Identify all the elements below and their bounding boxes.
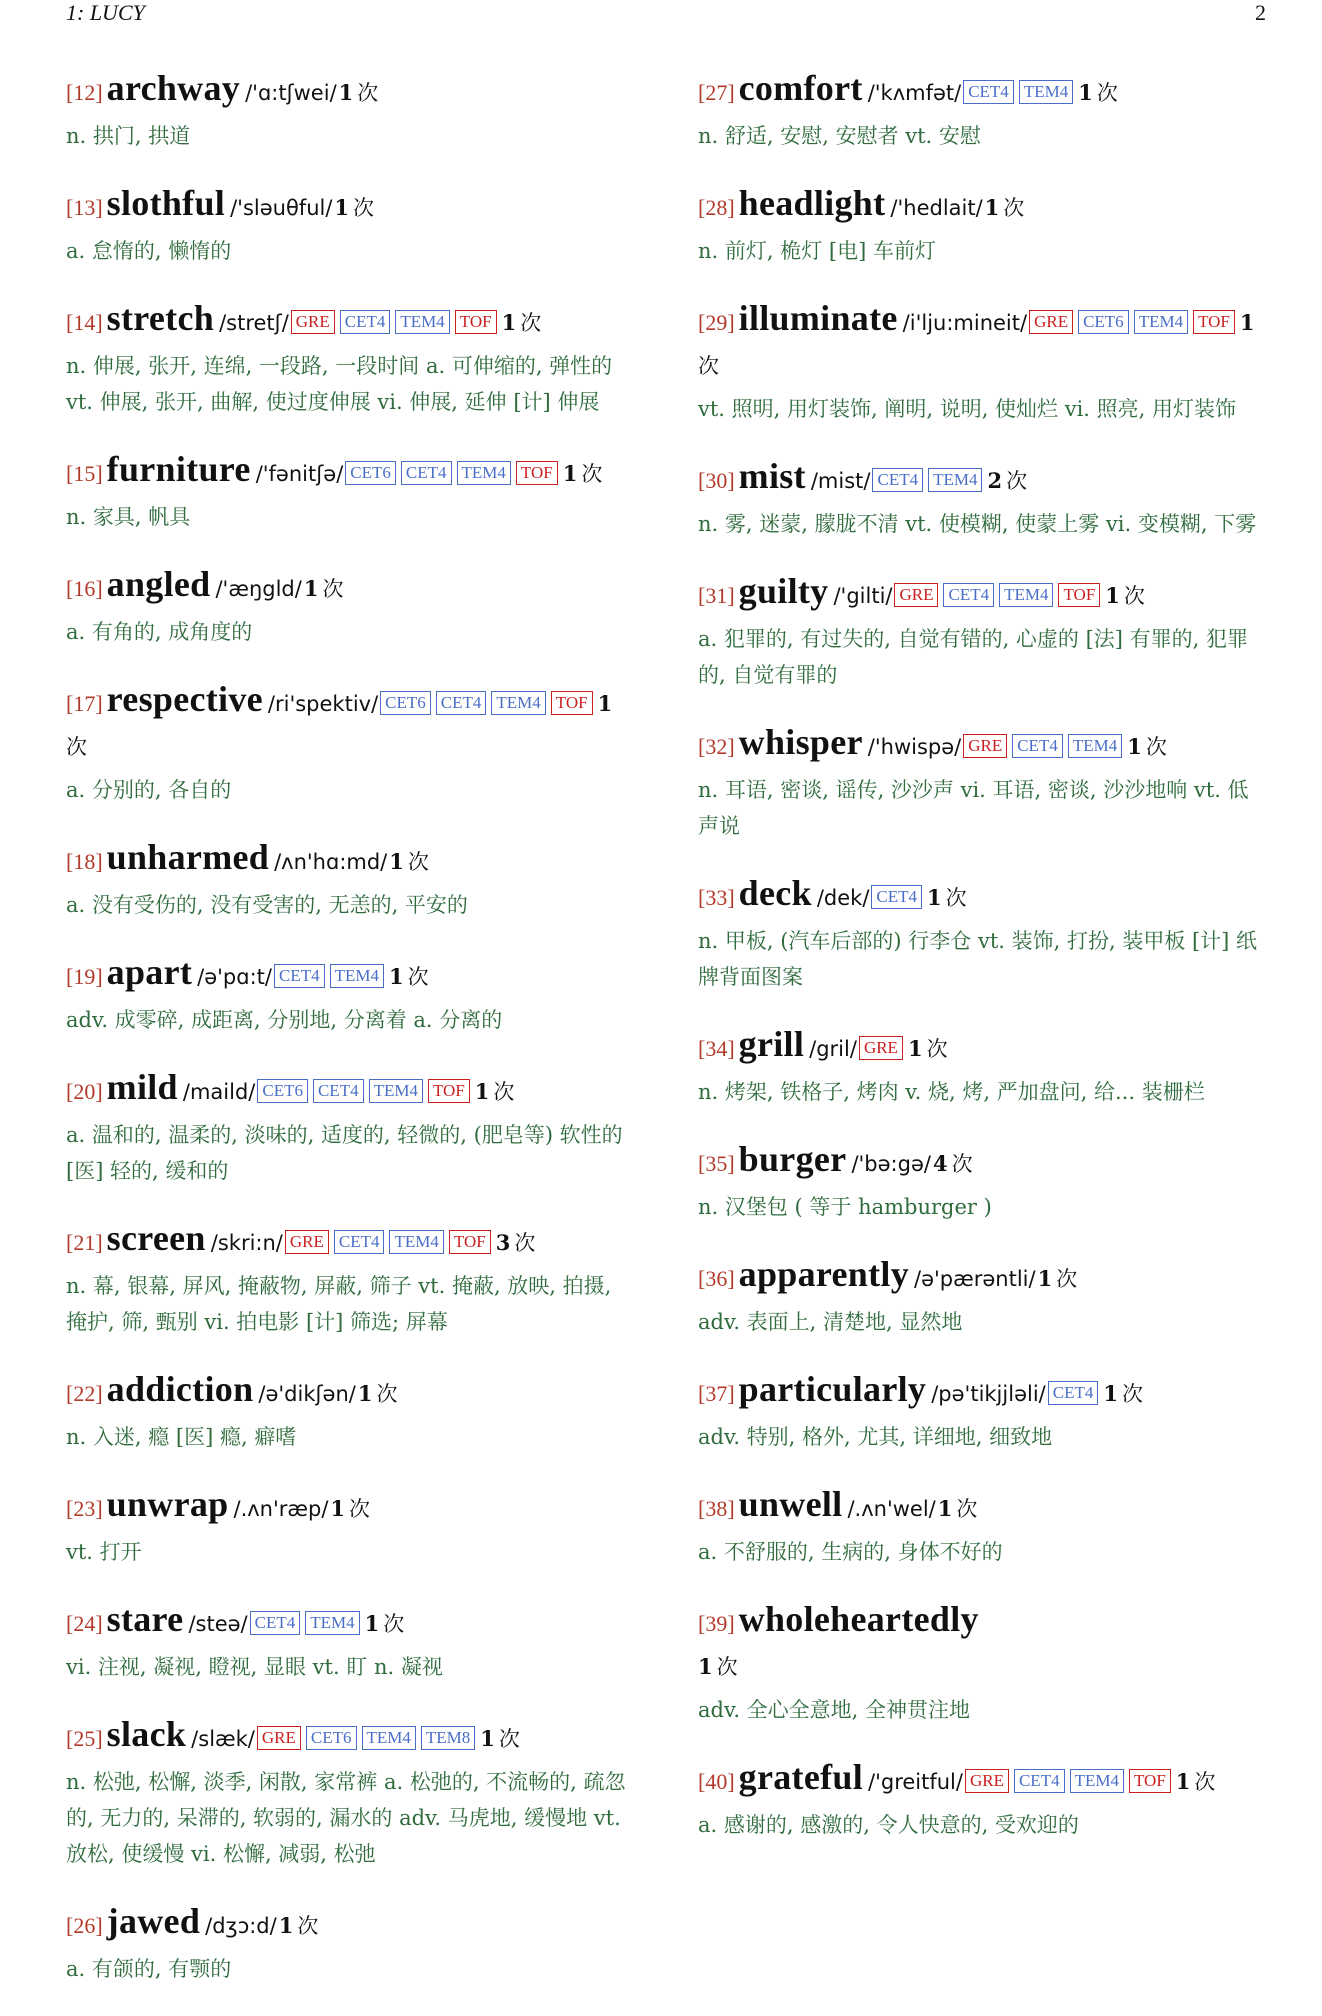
vocab-entry — [66, 449, 636, 535]
headword: apparently — [738, 1254, 910, 1294]
exam-tag: TOF — [455, 310, 497, 334]
entry-number: [27] — [698, 80, 735, 105]
phonetic: /'æŋgld/ — [215, 577, 302, 601]
vocab-entry — [66, 679, 636, 808]
entry-number: [13] — [66, 195, 103, 220]
entry-number: [26] — [66, 1913, 103, 1938]
headword: angled — [106, 564, 211, 604]
vocab-entry — [66, 1599, 636, 1685]
headword: addiction — [106, 1369, 254, 1409]
occurrence-unit: 次 — [945, 886, 967, 910]
occurrence-count: 1 — [1103, 1381, 1118, 1406]
exam-tag: GRE — [285, 1230, 329, 1254]
phonetic: /'kʌmfət/ — [867, 81, 962, 105]
entry-number: [19] — [66, 964, 103, 989]
phonetic: /mist/ — [810, 469, 871, 493]
occurrence-count: 1 — [597, 691, 613, 716]
headword: grill — [738, 1024, 805, 1064]
entry-number: [28] — [698, 195, 735, 220]
occurrence-count: 1 — [389, 849, 404, 874]
occurrence-count: 1 — [480, 1726, 495, 1751]
occurrence-count: 1 — [1239, 310, 1255, 335]
entry-number: [37] — [698, 1381, 735, 1406]
running-title: 1: LUCY — [66, 0, 145, 25]
exam-tag: TEM4 — [999, 583, 1053, 607]
exam-tag: GRE — [1029, 310, 1073, 334]
headword: grateful — [738, 1757, 864, 1797]
headword: stretch — [106, 298, 215, 338]
entry-headline — [698, 1757, 1268, 1805]
occurrence-count: 1 — [334, 195, 350, 220]
exam-tag: TEM4 — [395, 310, 449, 334]
occurrence-unit: 次 — [1096, 81, 1118, 105]
exam-tag: TOF — [1193, 310, 1235, 334]
entry-number: [38] — [698, 1496, 735, 1521]
entry-headline — [66, 1369, 636, 1417]
exam-tag: CET4 — [313, 1079, 364, 1103]
definition: n. 甲板, (汽车后部的) 行李仓 vt. 装饰, 打扮, 装甲板 [计] 纸牌背面图案 — [698, 929, 1258, 989]
headword: particularly — [738, 1369, 927, 1409]
vocab-entry — [66, 183, 636, 269]
running-header — [66, 0, 1266, 30]
occurrence-unit: 次 — [1145, 735, 1167, 759]
occurrence-unit: 次 — [926, 1037, 948, 1061]
vocab-entry — [66, 298, 636, 420]
entry-number: [23] — [66, 1496, 103, 1521]
headword: furniture — [106, 449, 251, 489]
headword: mild — [106, 1067, 178, 1107]
occurrence-count: 1 — [1127, 734, 1142, 759]
vocab-entry — [698, 1024, 1268, 1110]
exam-tag: TEM4 — [457, 461, 511, 485]
entry-number: [34] — [698, 1036, 735, 1061]
headword: slothful — [106, 183, 226, 223]
phonetic: /ri'spektiv/ — [267, 692, 379, 716]
phonetic: /ə'dikʃən/ — [258, 1382, 356, 1406]
occurrence-unit: 次 — [357, 81, 379, 105]
definition: n. 舒适, 安慰, 安慰者 vt. 安慰 — [698, 124, 981, 148]
occurrence-count: 1 — [927, 885, 942, 910]
exam-tag: GRE — [257, 1726, 301, 1750]
entry-headline — [698, 1484, 1268, 1532]
definition: adv. 全心全意地, 全神贯注地 — [698, 1698, 971, 1722]
vocab-entry — [66, 1067, 636, 1189]
entry-headline — [66, 1484, 636, 1532]
headword: comfort — [738, 68, 863, 108]
entry-number: [25] — [66, 1726, 103, 1751]
exam-tag: TEM4 — [1019, 80, 1073, 104]
definition: n. 汉堡包 ( 等于 hamburger ) — [698, 1195, 992, 1219]
vocab-entry — [698, 1369, 1268, 1455]
entry-headline — [698, 68, 1268, 116]
entry-number: [35] — [698, 1151, 735, 1176]
phonetic: /'ɑ:tʃwei/ — [245, 81, 337, 105]
exam-tag: CET4 — [871, 885, 922, 909]
definition: n. 耳语, 密谈, 谣传, 沙沙声 vi. 耳语, 密谈, 沙沙地响 vt. 低声说 — [698, 778, 1249, 838]
vocab-entry — [698, 1254, 1268, 1340]
exam-tag: TEM4 — [491, 691, 545, 715]
vocab-entry — [66, 564, 636, 650]
occurrence-count: 1 — [388, 964, 404, 989]
entry-headline — [66, 298, 636, 346]
occurrence-count: 1 — [303, 576, 319, 601]
definition: a. 不舒服的, 生病的, 身体不好的 — [698, 1540, 1003, 1564]
exam-tag: TOF — [449, 1230, 491, 1254]
headword: screen — [106, 1218, 206, 1258]
entry-number: [18] — [66, 849, 103, 874]
definition: a. 犯罪的, 有过失的, 自觉有错的, 心虚的 [法] 有罪的, 犯罪的, 自觉有罪的 — [698, 627, 1249, 687]
vocab-entry — [698, 571, 1268, 693]
occurrence-count: 4 — [932, 1151, 948, 1176]
occurrence-unit: 次 — [1123, 584, 1145, 608]
definition: n. 家具, 帆具 — [66, 505, 191, 529]
vocab-entry — [698, 298, 1268, 427]
headword: headlight — [738, 183, 886, 223]
phonetic: /dʒɔ:d/ — [205, 1914, 277, 1938]
definition: adv. 成零碎, 成距离, 分别地, 分离着 a. 分离的 — [66, 1008, 503, 1032]
entry-number: [30] — [698, 468, 735, 493]
headword: whisper — [738, 722, 863, 762]
occurrence-count: 1 — [1175, 1769, 1191, 1794]
entry-number: [15] — [66, 461, 103, 486]
vocab-entry — [66, 68, 636, 154]
exam-tag: TEM4 — [369, 1079, 423, 1103]
occurrence-unit: 次 — [514, 1231, 536, 1255]
left-column — [66, 68, 636, 2016]
phonetic: /i'lju:mineit/ — [902, 311, 1028, 335]
definition: a. 温和的, 温柔的, 淡味的, 适度的, 轻微的, (肥皂等) 软性的 [医] 轻的, 缓和的 — [66, 1123, 623, 1183]
exam-tag: GRE — [963, 734, 1007, 758]
exam-tag: CET4 — [1014, 1769, 1065, 1793]
occurrence-unit: 次 — [1194, 1770, 1216, 1794]
exam-tag: CET4 — [334, 1230, 385, 1254]
entry-number: [33] — [698, 885, 735, 910]
phonetic: /'sləuθful/ — [230, 196, 333, 220]
definition: a. 有颌的, 有颚的 — [66, 1957, 232, 1981]
definition: adv. 表面上, 清楚地, 显然地 — [698, 1310, 963, 1334]
exam-tag: CET4 — [1048, 1381, 1099, 1405]
entry-number: [24] — [66, 1611, 103, 1636]
headword: unharmed — [106, 837, 270, 877]
occurrence-unit: 次 — [698, 354, 719, 378]
entry-headline — [698, 571, 1268, 619]
vocab-entry — [698, 183, 1268, 269]
occurrence-unit: 次 — [1056, 1267, 1078, 1291]
phonetic: /.ʌn'ræp/ — [233, 1497, 329, 1521]
phonetic: /'fənitʃə/ — [255, 462, 344, 486]
phonetic: /ʌn'hɑ:md/ — [274, 850, 388, 874]
occurrence-unit: 次 — [716, 1655, 738, 1679]
entry-number: [14] — [66, 310, 103, 335]
exam-tag: CET4 — [401, 461, 452, 485]
entry-headline — [66, 1714, 636, 1762]
exam-tag: TEM4 — [362, 1726, 416, 1750]
entry-number: [31] — [698, 583, 735, 608]
entry-headline — [698, 722, 1268, 770]
vocab-entry — [698, 722, 1268, 844]
entry-headline — [66, 1901, 636, 1949]
definition: vt. 打开 — [66, 1540, 142, 1564]
phonetic: /'bə:gə/ — [851, 1152, 931, 1176]
phonetic: /stretʃ/ — [219, 311, 289, 335]
entry-number: [12] — [66, 80, 103, 105]
occurrence-count: 1 — [907, 1036, 923, 1061]
occurrence-unit: 次 — [383, 1612, 405, 1636]
entry-headline — [698, 1139, 1268, 1187]
entry-number: [36] — [698, 1266, 735, 1291]
definition: a. 没有受伤的, 没有受害的, 无恙的, 平安的 — [66, 893, 468, 917]
occurrence-unit: 次 — [322, 577, 344, 601]
exam-tag: CET6 — [306, 1726, 357, 1750]
occurrence-unit: 次 — [407, 850, 429, 874]
occurrence-count: 1 — [501, 310, 517, 335]
occurrence-unit: 次 — [353, 196, 375, 220]
exam-tag: TEM4 — [928, 468, 982, 492]
occurrence-unit: 次 — [1006, 469, 1028, 493]
entry-headline — [66, 1599, 636, 1647]
right-column — [698, 68, 1268, 1872]
occurrence-unit: 次 — [66, 735, 87, 759]
entry-headline — [66, 1218, 636, 1266]
occurrence-count: 1 — [278, 1913, 294, 1938]
occurrence-count: 1 — [937, 1496, 953, 1521]
exam-tag: GRE — [894, 583, 938, 607]
headword: stare — [106, 1599, 184, 1639]
headword: apart — [106, 952, 193, 992]
occurrence-count: 1 — [357, 1381, 373, 1406]
occurrence-count: 1 — [1037, 1266, 1053, 1291]
headword: unwell — [738, 1484, 843, 1524]
entry-headline — [698, 1599, 1268, 1690]
occurrence-unit: 次 — [951, 1152, 973, 1176]
exam-tag: TOF — [551, 691, 593, 715]
occurrence-count: 1 — [1078, 80, 1093, 105]
vocab-entry — [66, 952, 636, 1038]
definition: n. 前灯, 桅灯 [电] 车前灯 — [698, 239, 936, 263]
definition: a. 感谢的, 感激的, 令人快意的, 受欢迎的 — [698, 1813, 1079, 1837]
phonetic: /'hwispə/ — [867, 735, 962, 759]
entry-headline — [698, 1369, 1268, 1417]
definition: n. 松弛, 松懈, 淡季, 闲散, 家常裤 a. 松弛的, 不流畅的, 疏忽的, 无力的, 呆滞的, 软弱的, 漏水的 adv. 马虎地, 缓慢地 vt. 放松, 使缓慢 vi. 松懈, 减弱, 松弛 — [66, 1770, 626, 1866]
exam-tag: TEM4 — [389, 1230, 443, 1254]
headword: wholeheartedly — [738, 1599, 979, 1639]
phonetic: /.ʌn'wel/ — [847, 1497, 936, 1521]
vocab-entry — [66, 837, 636, 923]
occurrence-unit: 次 — [407, 965, 429, 989]
occurrence-count: 1 — [338, 80, 354, 105]
definition: vi. 注视, 凝视, 瞪视, 显眼 vt. 盯 n. 凝视 — [66, 1655, 443, 1679]
entry-headline — [66, 183, 636, 231]
headword: jawed — [106, 1901, 201, 1941]
phonetic: /ə'pɑ:t/ — [197, 965, 272, 989]
phonetic: /skri:n/ — [210, 1231, 283, 1255]
definition: n. 雾, 迷蒙, 朦胧不清 vt. 使模糊, 使蒙上雾 vi. 变模糊, 下雾 — [698, 512, 1257, 536]
definition: n. 拱门, 拱道 — [66, 124, 191, 148]
entry-number: [29] — [698, 310, 735, 335]
occurrence-unit: 次 — [297, 1914, 319, 1938]
entry-headline — [698, 298, 1268, 389]
occurrence-count: 1 — [562, 461, 578, 486]
exam-tag: TEM8 — [421, 1726, 475, 1750]
exam-tag: CET4 — [963, 80, 1014, 104]
exam-tag: TEM4 — [330, 964, 384, 988]
exam-tag: CET4 — [250, 1611, 301, 1635]
entry-headline — [698, 1024, 1268, 1072]
definition: n. 入迷, 瘾 [医] 瘾, 癖嗜 — [66, 1425, 297, 1449]
definition: adv. 特别, 格外, 尤其, 详细地, 细致地 — [698, 1425, 1053, 1449]
vocab-entry — [66, 1484, 636, 1570]
vocab-entry — [66, 1369, 636, 1455]
headword: archway — [106, 68, 241, 108]
exam-tag: CET6 — [345, 461, 396, 485]
entry-number: [21] — [66, 1230, 103, 1255]
exam-tag: CET4 — [872, 468, 923, 492]
vocab-entry — [698, 456, 1268, 542]
entry-headline — [66, 952, 636, 1000]
occurrence-unit: 次 — [520, 311, 542, 335]
exam-tag: CET4 — [340, 310, 391, 334]
headword: deck — [738, 873, 812, 913]
definition: n. 幕, 银幕, 屏风, 掩蔽物, 屏蔽, 筛子 vt. 掩蔽, 放映, 拍摄, 掩护, 筛, 甄别 vi. 拍电影 [计] 筛选; 屏幕 — [66, 1274, 612, 1334]
occurrence-unit: 次 — [581, 462, 603, 486]
occurrence-count: 1 — [984, 195, 1000, 220]
exam-tag: TEM4 — [1070, 1769, 1124, 1793]
occurrence-unit: 次 — [493, 1080, 515, 1104]
vocab-entry — [66, 1901, 636, 1987]
definition: n. 伸展, 张开, 连绵, 一段路, 一段时间 a. 可伸缩的, 弹性的 vt. 伸展, 张开, 曲解, 使过度伸展 vi. 伸展, 延伸 [计] 伸展 — [66, 354, 613, 414]
entry-number: [22] — [66, 1381, 103, 1406]
occurrence-unit: 次 — [1121, 1382, 1143, 1406]
occurrence-unit: 次 — [498, 1727, 520, 1751]
vocab-entry — [698, 1139, 1268, 1225]
headword: unwrap — [106, 1484, 229, 1524]
phonetic: /'hedlait/ — [890, 196, 983, 220]
entry-number: [17] — [66, 691, 103, 716]
entry-headline — [66, 449, 636, 497]
entry-headline — [698, 456, 1268, 504]
exam-tag: CET4 — [274, 964, 325, 988]
headword: slack — [106, 1714, 187, 1754]
headword: burger — [738, 1139, 847, 1179]
exam-tag: TOF — [516, 461, 558, 485]
occurrence-count: 1 — [1105, 583, 1120, 608]
occurrence-count: 2 — [987, 468, 1003, 493]
entry-headline — [66, 1067, 636, 1115]
entry-headline — [66, 564, 636, 612]
headword: mist — [738, 456, 806, 496]
exam-tag: TEM4 — [1068, 734, 1122, 758]
entry-headline — [698, 183, 1268, 231]
exam-tag: TOF — [1058, 583, 1100, 607]
occurrence-count: 3 — [495, 1230, 511, 1255]
phonetic: /dek/ — [816, 886, 870, 910]
entry-number: [20] — [66, 1079, 103, 1104]
occurrence-unit: 次 — [376, 1382, 398, 1406]
occurrence-unit: 次 — [956, 1497, 978, 1521]
exam-tag: CET4 — [436, 691, 487, 715]
exam-tag: TOF — [1129, 1769, 1171, 1793]
exam-tag: CET6 — [257, 1079, 308, 1103]
exam-tag: CET6 — [1078, 310, 1129, 334]
exam-tag: GRE — [965, 1769, 1009, 1793]
exam-tag: GRE — [291, 310, 335, 334]
exam-tag: CET4 — [1012, 734, 1063, 758]
phonetic: /maild/ — [182, 1080, 256, 1104]
entry-number: [32] — [698, 734, 735, 759]
exam-tag: TOF — [428, 1079, 470, 1103]
phonetic: /'greitful/ — [868, 1770, 963, 1794]
vocab-entry — [698, 1484, 1268, 1570]
phonetic: /'gilti/ — [833, 584, 893, 608]
exam-tag: CET4 — [943, 583, 994, 607]
entry-headline — [698, 873, 1268, 921]
headword: guilty — [738, 571, 829, 611]
occurrence-unit: 次 — [349, 1497, 371, 1521]
entry-headline — [66, 68, 636, 116]
phonetic: /steə/ — [188, 1612, 248, 1636]
definition: a. 有角的, 成角度的 — [66, 620, 253, 644]
headword: illuminate — [738, 298, 898, 338]
occurrence-count: 1 — [474, 1079, 490, 1104]
entry-headline — [66, 837, 636, 885]
vocab-entry — [698, 1757, 1268, 1843]
vocab-entry — [66, 1218, 636, 1340]
vocab-entry — [66, 1714, 636, 1872]
vocab-entry — [698, 1599, 1268, 1728]
entry-number: [39] — [698, 1611, 735, 1636]
occurrence-count: 1 — [330, 1496, 346, 1521]
definition: n. 烤架, 铁格子, 烤肉 v. 烧, 烤, 严加盘问, 给... 装栅栏 — [698, 1080, 1205, 1104]
entry-number: [40] — [698, 1769, 735, 1794]
entry-headline — [698, 1254, 1268, 1302]
phonetic: /ə'pærəntli/ — [914, 1267, 1036, 1291]
phonetic: /pə'tikjjləli/ — [931, 1382, 1046, 1406]
definition: a. 分别的, 各自的 — [66, 778, 232, 802]
exam-tag: TEM4 — [305, 1611, 359, 1635]
occurrence-count: 1 — [698, 1654, 713, 1679]
definition: a. 怠惰的, 懒惰的 — [66, 239, 232, 263]
page-number: 2 — [1255, 0, 1266, 25]
entry-headline — [66, 679, 636, 770]
entry-number: [16] — [66, 576, 103, 601]
vocab-entry — [698, 68, 1268, 154]
occurrence-count: 1 — [364, 1611, 380, 1636]
exam-tag: GRE — [859, 1036, 903, 1060]
phonetic: /slæk/ — [191, 1727, 255, 1751]
vocab-entry — [698, 873, 1268, 995]
occurrence-unit: 次 — [1003, 196, 1025, 220]
headword: respective — [106, 679, 263, 719]
exam-tag: TEM4 — [1134, 310, 1188, 334]
phonetic: /gril/ — [809, 1037, 857, 1061]
definition: vt. 照明, 用灯装饰, 阐明, 说明, 使灿烂 vi. 照亮, 用灯装饰 — [698, 397, 1237, 421]
exam-tag: CET6 — [380, 691, 431, 715]
